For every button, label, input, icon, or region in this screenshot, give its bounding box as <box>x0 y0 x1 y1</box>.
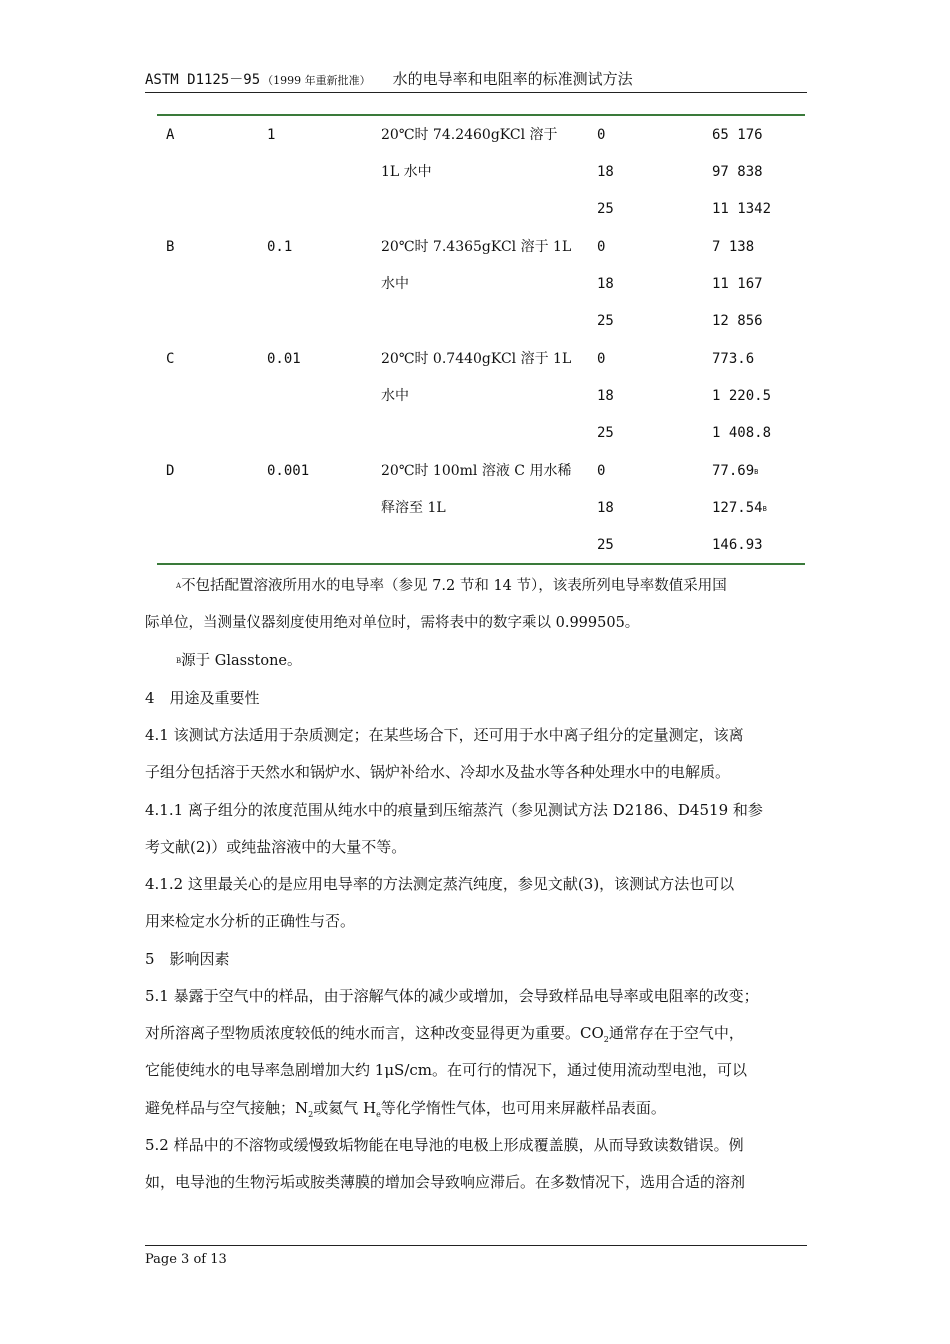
table-cell-temp: 18 <box>597 388 614 404</box>
table-cell-normality: 0.1 <box>267 239 293 255</box>
table-cell-desc: 20℃时 7.4365gKCl 溶于 1L <box>381 239 572 255</box>
footnote-a-mark: A <box>176 582 182 590</box>
table-cell-normality: 0.01 <box>267 351 301 367</box>
table-cell-desc: 20℃时 74.2460gKCl 溶于 <box>381 127 558 143</box>
table-cell-desc: 水中 <box>381 388 409 404</box>
para-5-2-line1: 5.2 样品中的不溶物或缓慢致垢物能在电导池的电极上形成覆盖膜，从而导致读数错误。例 <box>145 1136 744 1154</box>
table-cell-value: 97 838 <box>712 164 763 180</box>
table-cell-value: 7 138 <box>712 239 755 255</box>
footnote-mark: B <box>754 468 759 476</box>
table-cell-temp: 25 <box>597 425 614 441</box>
table-cell-temp: 0 <box>597 127 606 143</box>
table-cell-value: 65 176 <box>712 127 763 143</box>
table-cell-value: 146.93 <box>712 537 763 553</box>
table-cell-desc: 20℃时 0.7440gKCl 溶于 1L <box>381 351 572 367</box>
document-title: 水的电导率和电阻率的标准测试方法 <box>392 70 633 88</box>
table-top-rule <box>157 114 805 116</box>
footnote-a-line2: 际单位，当测量仪器刻度使用绝对单位时，需将表中的数字乘以 0.999505。 <box>145 615 640 631</box>
value-text: 77.69 <box>712 463 755 479</box>
footnote-a <box>176 575 807 597</box>
section-4-heading: 4 用途及重要性 <box>145 689 260 707</box>
footnote-mark: B <box>762 505 767 513</box>
table-cell-label: B <box>166 239 175 255</box>
standard-number: ASTM D1125－95 <box>145 72 261 88</box>
table-cell-label: A <box>166 127 175 143</box>
table-cell-temp: 25 <box>597 313 614 329</box>
n2-subscript: 2 <box>308 1110 314 1119</box>
section-5-heading: 5 影响因素 <box>145 950 230 968</box>
table-cell-value <box>712 490 767 527</box>
para-5-1-line1: 5.1 暴露于空气中的样品，由于溶解气体的减少或增加，会导致样品电导率或电阻率的改变； <box>145 987 759 1005</box>
para-4-1-line2: 子组分包括溶于天然水和锅炉水、锅炉补给水、冷却水及盐水等各种处理水中的电解质。 <box>145 763 731 781</box>
para-5-2-line2: 如，电导池的生物污垢或胺类薄膜的增加会导致响应滞后。在多数情况下，选用合适的溶剂 <box>145 1173 746 1191</box>
table-cell-desc: 水中 <box>381 276 409 292</box>
page-header <box>145 68 807 93</box>
table-cell-value: 11 1342 <box>712 201 772 217</box>
table-cell-normality: 1 <box>267 127 276 143</box>
table-cell-value: 773.6 <box>712 351 755 367</box>
para-4-1-1-line1: 4.1.1 离子组分的浓度范围从纯水中的痕量到压缩蒸汽（参见测试方法 D2186、D4519 和参 <box>145 801 763 819</box>
footnote-b-text: 源于 Glasstone。 <box>181 653 302 669</box>
approval-note: （1999 年重新批准） <box>262 74 371 87</box>
table-cell-temp: 0 <box>597 463 606 479</box>
para-5-1-line2 <box>145 1022 807 1051</box>
table-bottom-rule <box>157 563 805 565</box>
table-cell-temp: 25 <box>597 201 614 217</box>
value-text: 127.54 <box>712 500 763 516</box>
footnote-b <box>176 650 807 672</box>
table-cell-temp: 18 <box>597 500 614 516</box>
table-cell-desc: 1L 水中 <box>381 164 432 180</box>
table-cell-value <box>712 453 758 490</box>
para-4-1-1-line2: 考文献(2)）或纯盐溶液中的大量不等。 <box>145 838 407 856</box>
para-5-1-line3: 它能使纯水的电导率急剧增加大约 1μS/cm。在可行的情况下，通过使用流动型电池，可以 <box>145 1061 748 1079</box>
para-4-1-2-line1: 4.1.2 这里最关心的是应用电导率的方法测定蒸汽纯度，参见文献(3)，该测试方法也可以 <box>145 875 735 893</box>
footnote-a-line1: 不包括配置溶液所用水的电导率（参见 7.2 节和 14 节），该表所列电导率数值采用国 <box>181 578 727 594</box>
para-5-1-line4-b: 或氦气 H <box>313 1099 377 1117</box>
table-cell-temp: 18 <box>597 276 614 292</box>
table-cell-value: 12 856 <box>712 313 763 329</box>
he-subscript: e <box>376 1110 381 1119</box>
para-5-1-line4-c: 等化学惰性气体，也可用来屏蔽样品表面。 <box>380 1099 666 1117</box>
table-cell-value: 1 408.8 <box>712 425 772 441</box>
para-4-1-2-line2: 用来检定水分析的正确性与否。 <box>145 912 356 930</box>
para-4-1-line1: 4.1 该测试方法适用于杂质测定；在某些场合下，还可用于水中离子组分的定量测定，该离 <box>145 726 744 744</box>
table-cell-value: 1 220.5 <box>712 388 772 404</box>
co2-subscript: 2 <box>603 1035 609 1044</box>
table-cell-temp: 0 <box>597 239 606 255</box>
para-5-1-line2-a: 对所溶离子型物质浓度较低的纯水而言，这种改变显得更为重要。CO <box>145 1024 604 1042</box>
table-cell-value: 11 167 <box>712 276 763 292</box>
table-cell-normality: 0.001 <box>267 463 310 479</box>
para-5-1-line2-b: 通常存在于空气中， <box>608 1024 744 1042</box>
table-cell-label: C <box>166 351 175 367</box>
table-cell-temp: 0 <box>597 351 606 367</box>
para-5-1-line4 <box>145 1097 807 1126</box>
para-5-1-line4-a: 避免样品与空气接触；N <box>145 1099 309 1117</box>
table-cell-desc: 20℃时 100ml 溶液 C 用水稀 <box>381 463 572 479</box>
table-cell-temp: 25 <box>597 537 614 553</box>
footnote-b-mark: B <box>176 657 182 665</box>
footer-rule <box>145 1245 807 1246</box>
page-number: Page 3 of 13 <box>145 1252 227 1267</box>
table-cell-label: D <box>166 463 175 479</box>
table-cell-desc: 释溶至 1L <box>381 500 446 516</box>
table-cell-temp: 18 <box>597 164 614 180</box>
